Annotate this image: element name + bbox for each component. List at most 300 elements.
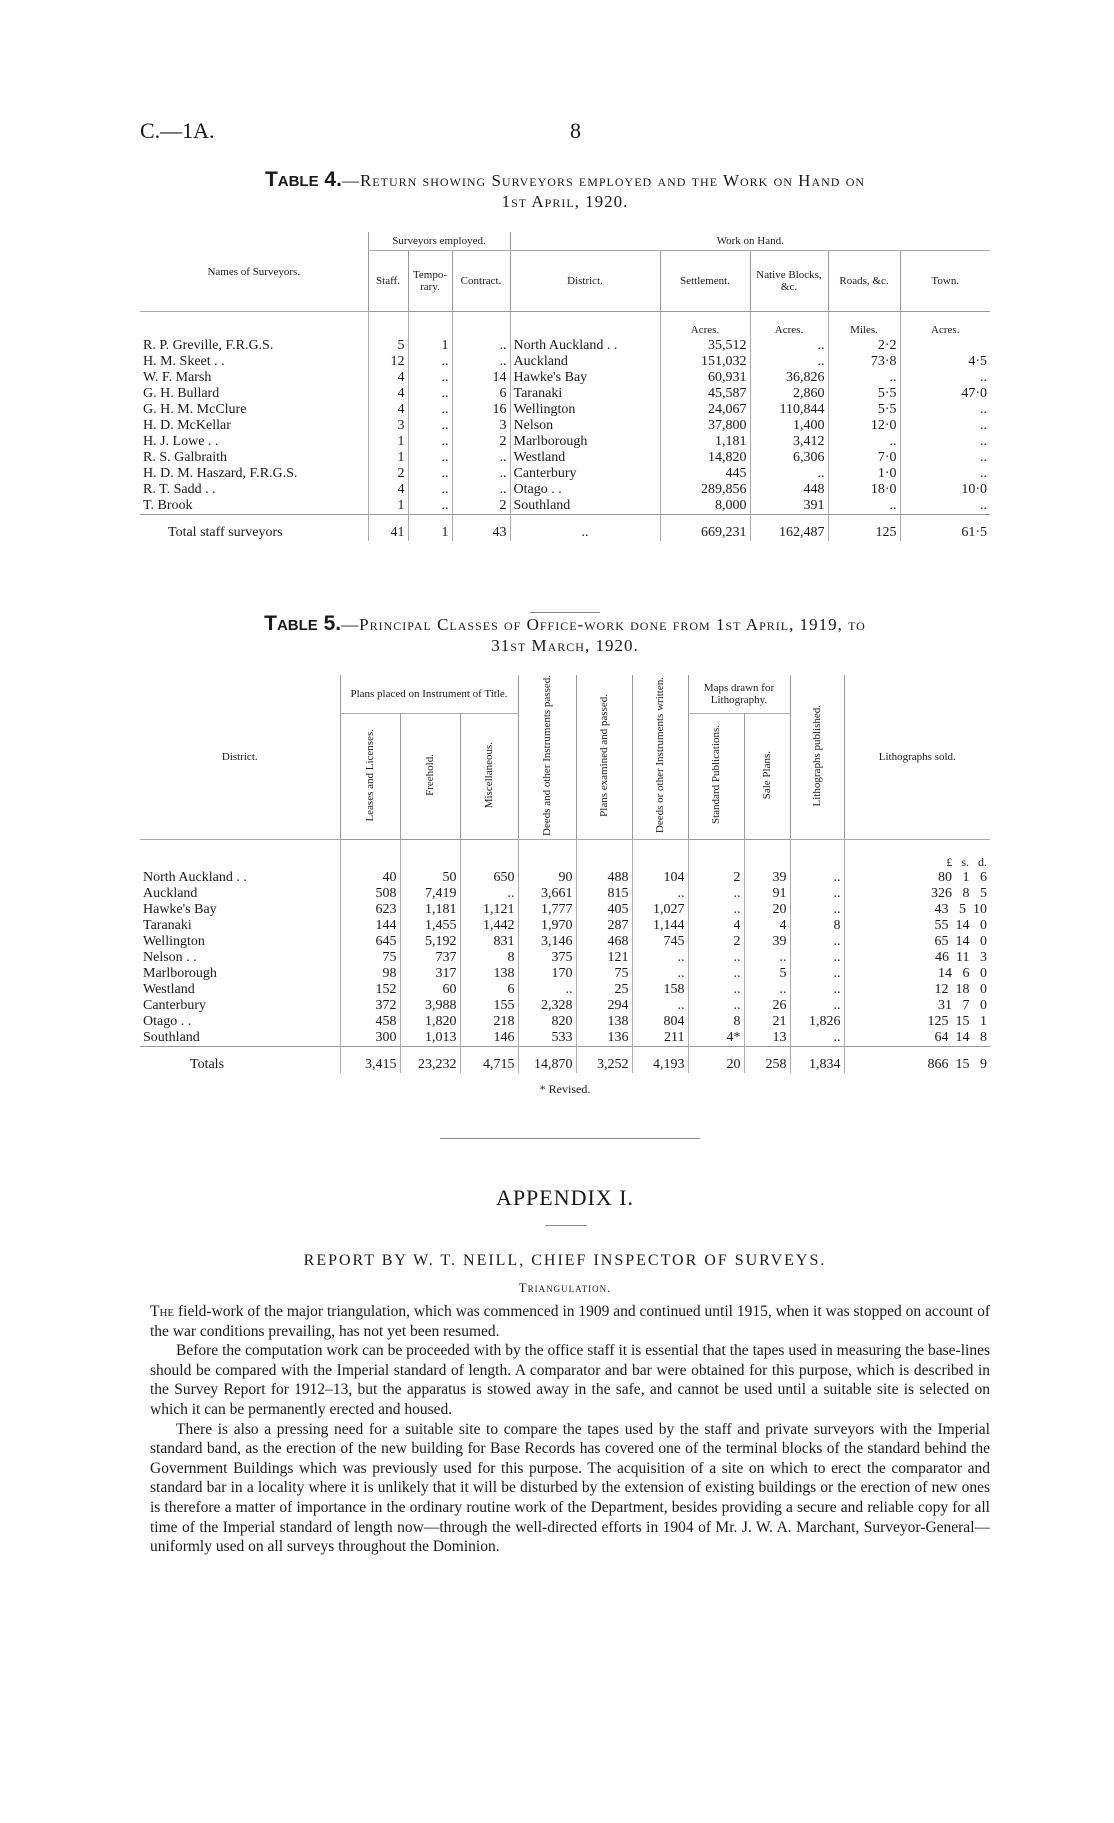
total-town: 61·5 [900, 515, 990, 542]
cell-freehold: 7,419 [400, 886, 460, 902]
cell-staff: 4 [368, 482, 408, 498]
cell-district: Westland [510, 450, 660, 466]
cell-leases: 152 [340, 982, 400, 998]
cell-settlement: 60,931 [660, 370, 750, 386]
cell-freehold: 3,988 [400, 998, 460, 1014]
cell-freehold: 737 [400, 950, 460, 966]
table-row [140, 450, 990, 466]
table5-body [140, 870, 990, 1047]
table5-total-row [140, 1047, 990, 1074]
cell-sale: 39 [744, 870, 790, 886]
footnote: * Revised. [539, 1082, 591, 1096]
cell-temp: .. [408, 402, 452, 418]
cell-contract: .. [452, 466, 510, 482]
cell-roads: 73·8 [828, 354, 900, 370]
cell-litho: .. [790, 902, 844, 918]
cell-deeds: 533 [518, 1030, 576, 1047]
cell-district: Southland [143, 1030, 200, 1045]
cell-sold: 64 14 8 [844, 1030, 990, 1047]
cell-written: .. [632, 950, 688, 966]
cell-sale: 13 [744, 1030, 790, 1047]
col-leases: Leases and Licenses. [364, 728, 376, 822]
cell-contract: .. [452, 354, 510, 370]
cell-temp: .. [408, 354, 452, 370]
cell-deeds: 170 [518, 966, 576, 982]
cell-sold: 55 14 0 [844, 918, 990, 934]
cell-misc: 146 [460, 1030, 518, 1047]
cell-district: Southland [510, 498, 660, 515]
cell-sale: 39 [744, 934, 790, 950]
cell-district: Westland [143, 982, 195, 997]
cell-district: Taranaki [143, 918, 192, 933]
cell-examined: 138 [576, 1014, 632, 1030]
table5-title-line2: 31st March, 1920. [491, 636, 639, 655]
divider [440, 1138, 700, 1139]
table4-body [140, 338, 990, 515]
table-row [140, 966, 990, 982]
cell-name: H. M. Skeet . . [143, 354, 225, 369]
table-row [140, 870, 990, 886]
cell-temp: .. [408, 434, 452, 450]
cell-written: 804 [632, 1014, 688, 1030]
cell-written: 1,144 [632, 918, 688, 934]
total-staff: 41 [368, 515, 408, 542]
table5-title-line1: —Principal Classes of Office-work done from 1st April, 1919, to [341, 615, 866, 634]
cell-town: 4·5 [900, 354, 990, 370]
cell-district: Marlborough [510, 434, 660, 450]
totals-sold: 866 15 9 [844, 1047, 990, 1074]
table-row [140, 338, 990, 354]
cell-sale: 91 [744, 886, 790, 902]
cell-name: H. J. Lowe . . [143, 434, 219, 449]
cell-examined: 25 [576, 982, 632, 998]
cell-misc: 218 [460, 1014, 518, 1030]
cell-misc: 1,442 [460, 918, 518, 934]
cell-roads: 5·5 [828, 386, 900, 402]
col-district: District. [510, 251, 660, 312]
cell-examined: 488 [576, 870, 632, 886]
col-deeds: Deeds and other Instruments passed. [541, 675, 553, 836]
cell-native: 110,844 [750, 402, 828, 418]
cell-deeds: 375 [518, 950, 576, 966]
cell-standard: .. [688, 902, 744, 918]
cell-district: Canterbury [143, 998, 206, 1013]
cell-deeds: 90 [518, 870, 576, 886]
table-row [140, 354, 990, 370]
cell-sold: 326 8 5 [844, 886, 990, 902]
unit-settlement: Acres. [660, 312, 750, 339]
cell-native: 6,306 [750, 450, 828, 466]
cell-district: Auckland [510, 354, 660, 370]
cell-litho: 8 [790, 918, 844, 934]
cell-town: .. [900, 450, 990, 466]
cell-native: .. [750, 466, 828, 482]
cell-deeds: 3,661 [518, 886, 576, 902]
cell-temp: .. [408, 466, 452, 482]
cell-misc: 831 [460, 934, 518, 950]
table4-label: Table 4. [264, 168, 342, 191]
table-row [140, 418, 990, 434]
cell-standard: .. [688, 998, 744, 1014]
cell-sale: .. [744, 950, 790, 966]
cell-native: 2,860 [750, 386, 828, 402]
table4-title-line1: —Return showing Surveyors employed and the Work on Hand on [341, 171, 866, 190]
cell-district: Hawke's Bay [510, 370, 660, 386]
cell-litho: .. [790, 870, 844, 886]
section-title: Triangulation. [518, 1280, 612, 1295]
cell-written: 745 [632, 934, 688, 950]
cell-native: .. [750, 354, 828, 370]
cell-temp: .. [408, 482, 452, 498]
table-row [140, 1014, 990, 1030]
cell-sale: 20 [744, 902, 790, 918]
unit-town: Acres. [900, 312, 990, 339]
cell-name: G. H. M. McClure [143, 402, 247, 417]
cell-standard: 4 [688, 918, 744, 934]
cell-sale: 21 [744, 1014, 790, 1030]
cell-freehold: 317 [400, 966, 460, 982]
cell-sold: 65 14 0 [844, 934, 990, 950]
cell-native: 391 [750, 498, 828, 515]
cell-litho: .. [790, 998, 844, 1014]
unit-roads: Miles. [828, 312, 900, 339]
table5 [140, 675, 990, 1073]
cell-native: 36,826 [750, 370, 828, 386]
cell-standard: .. [688, 886, 744, 902]
totals-label: Totals [140, 1047, 340, 1074]
cell-town: .. [900, 370, 990, 386]
col-freehold: Freehold. [424, 753, 436, 796]
cell-standard: 8 [688, 1014, 744, 1030]
table-row [140, 918, 990, 934]
col-staff: Staff. [368, 251, 408, 312]
cell-litho: .. [790, 886, 844, 902]
cell-roads: 2·2 [828, 338, 900, 354]
table-row [140, 434, 990, 450]
cell-sold: 125 15 1 [844, 1014, 990, 1030]
paragraph [150, 1302, 990, 1341]
cell-examined: 405 [576, 902, 632, 918]
col-sale: Sale Plans. [761, 750, 773, 799]
cell-deeds: .. [518, 982, 576, 998]
total-label: Total staff surveyors [140, 515, 368, 542]
total-temp: 1 [408, 515, 452, 542]
document-ref: C.—1A. [140, 118, 215, 143]
col-names: Names of Surveyors. [140, 232, 368, 312]
table-row [140, 982, 990, 998]
cell-leases: 458 [340, 1014, 400, 1030]
cell-examined: 468 [576, 934, 632, 950]
col-group-work: Work on Hand. [510, 232, 990, 251]
cell-contract: 16 [452, 402, 510, 418]
cell-examined: 815 [576, 886, 632, 902]
cell-misc: 6 [460, 982, 518, 998]
cell-written: 1,027 [632, 902, 688, 918]
table4 [140, 232, 990, 541]
cell-roads: 1·0 [828, 466, 900, 482]
cell-town: 10·0 [900, 482, 990, 498]
cell-sold: 14 6 0 [844, 966, 990, 982]
cell-settlement: 35,512 [660, 338, 750, 354]
totals-leases: 3,415 [340, 1047, 400, 1074]
cell-district: Hawke's Bay [143, 902, 217, 917]
money-units: £ s. d. [844, 840, 990, 871]
totals-misc: 4,715 [460, 1047, 518, 1074]
cell-native: 448 [750, 482, 828, 498]
cell-district: Canterbury [510, 466, 660, 482]
cell-examined: 121 [576, 950, 632, 966]
cell-freehold: 1,820 [400, 1014, 460, 1030]
cell-litho: 1,826 [790, 1014, 844, 1030]
cell-name: W. F. Marsh [143, 370, 212, 385]
cell-misc: 8 [460, 950, 518, 966]
cell-contract: 2 [452, 498, 510, 515]
table-row [140, 466, 990, 482]
table4-title-line2: 1st April, 1920. [501, 192, 629, 211]
cell-roads: 18·0 [828, 482, 900, 498]
cell-leases: 623 [340, 902, 400, 918]
total-roads: 125 [828, 515, 900, 542]
cell-district: Otago . . [510, 482, 660, 498]
cell-freehold: 1,455 [400, 918, 460, 934]
cell-settlement: 37,800 [660, 418, 750, 434]
cell-district: Otago . . [143, 1014, 192, 1029]
cell-sale: .. [744, 982, 790, 998]
cell-leases: 98 [340, 966, 400, 982]
cell-staff: 1 [368, 498, 408, 515]
cell-examined: 287 [576, 918, 632, 934]
cell-standard: .. [688, 966, 744, 982]
cell-misc: 1,121 [460, 902, 518, 918]
cell-deeds: 2,328 [518, 998, 576, 1014]
col-group-maps: Maps drawn for Lithography. [688, 675, 790, 713]
cell-standard: 4* [688, 1030, 744, 1047]
table-row [140, 386, 990, 402]
col-temporary: Tempo-rary. [408, 251, 452, 312]
paragraph: Before the computation work can be proceeded with by the office staff it is essential that the tapes used in measuring the base-lines should be compared with the Imperial standard of length. A comparator and bar were obtained for this purpose, which is described in the Survey Report for 1912–13, but the apparatus is stowed away in the safe, and cannot be used until a suitable site is selected on which it can be permanently erected and housed. [150, 1342, 990, 1418]
total-native: 162,487 [750, 515, 828, 542]
cell-temp: .. [408, 418, 452, 434]
cell-sale: 4 [744, 918, 790, 934]
table4-total-row [140, 515, 990, 542]
report-title: REPORT BY W. T. NEILL, CHIEF INSPECTOR OF SURVEYS. [303, 1252, 827, 1269]
cell-contract: .. [452, 450, 510, 466]
cell-settlement: 24,067 [660, 402, 750, 418]
col-roads: Roads, &c. [828, 251, 900, 312]
cell-settlement: 45,587 [660, 386, 750, 402]
cell-temp: .. [408, 450, 452, 466]
cell-standard: 2 [688, 934, 744, 950]
cell-leases: 75 [340, 950, 400, 966]
table5-units-row [140, 840, 990, 871]
cell-name: G. H. Bullard [143, 386, 220, 401]
cell-freehold: 5,192 [400, 934, 460, 950]
cell-name: T. Brook [143, 498, 193, 513]
cell-staff: 3 [368, 418, 408, 434]
totals-litho: 1,834 [790, 1047, 844, 1074]
table-row [140, 998, 990, 1014]
cell-roads: 12·0 [828, 418, 900, 434]
cell-staff: 4 [368, 370, 408, 386]
cell-contract: 14 [452, 370, 510, 386]
cell-town: .. [900, 434, 990, 450]
cell-district: Nelson [510, 418, 660, 434]
cell-settlement: 289,856 [660, 482, 750, 498]
cell-settlement: 14,820 [660, 450, 750, 466]
cell-district: Wellington [143, 934, 205, 949]
cell-written: 211 [632, 1030, 688, 1047]
cell-name: H. D. M. Haszard, F.R.G.S. [143, 466, 298, 481]
table4-units-row [140, 312, 990, 339]
col-standard: Standard Publications. [710, 725, 722, 825]
cell-freehold: 50 [400, 870, 460, 886]
table-row [140, 950, 990, 966]
cell-litho: .. [790, 966, 844, 982]
cell-sold: 80 1 6 [844, 870, 990, 886]
cell-litho: .. [790, 982, 844, 998]
cell-freehold: 1,013 [400, 1030, 460, 1047]
cell-district: Nelson . . [143, 950, 197, 965]
cell-leases: 300 [340, 1030, 400, 1047]
cell-written: .. [632, 886, 688, 902]
cell-contract: .. [452, 482, 510, 498]
table5-label: Table 5. [264, 612, 342, 635]
cell-name: H. D. McKellar [143, 418, 231, 433]
cell-sale: 26 [744, 998, 790, 1014]
col-town: Town. [900, 251, 990, 312]
cell-temp: .. [408, 498, 452, 515]
cell-name: R. P. Greville, F.R.G.S. [143, 338, 274, 353]
cell-examined: 136 [576, 1030, 632, 1047]
cell-leases: 372 [340, 998, 400, 1014]
cell-settlement: 8,000 [660, 498, 750, 515]
cell-district: North Auckland . . [510, 338, 660, 354]
cell-misc: 650 [460, 870, 518, 886]
cell-contract: 2 [452, 434, 510, 450]
cell-roads: .. [828, 370, 900, 386]
cell-settlement: 445 [660, 466, 750, 482]
cell-misc: 138 [460, 966, 518, 982]
cell-roads: .. [828, 498, 900, 515]
table-row [140, 1030, 990, 1047]
cell-deeds: 1,970 [518, 918, 576, 934]
cell-roads: .. [828, 434, 900, 450]
cell-settlement: 151,032 [660, 354, 750, 370]
cell-temp: .. [408, 386, 452, 402]
cell-litho: .. [790, 1030, 844, 1047]
cell-roads: 5·5 [828, 402, 900, 418]
table-row [140, 370, 990, 386]
col-district: District. [140, 675, 340, 840]
cell-written: .. [632, 966, 688, 982]
cell-staff: 1 [368, 434, 408, 450]
table-row [140, 482, 990, 498]
cell-written: .. [632, 998, 688, 1014]
cell-misc: 155 [460, 998, 518, 1014]
cell-written: 104 [632, 870, 688, 886]
cell-sold: 43 5 10 [844, 902, 990, 918]
cell-sold: 31 7 0 [844, 998, 990, 1014]
cell-leases: 40 [340, 870, 400, 886]
table4-title [140, 168, 990, 212]
cell-leases: 144 [340, 918, 400, 934]
cell-staff: 4 [368, 402, 408, 418]
totals-standard: 20 [688, 1047, 744, 1074]
col-misc: Miscellaneous. [483, 741, 495, 808]
lead-word: The [150, 1303, 175, 1320]
col-group-employed: Surveyors employed. [368, 232, 510, 251]
totals-deeds: 14,870 [518, 1047, 576, 1074]
table-row [140, 886, 990, 902]
cell-town: .. [900, 466, 990, 482]
col-contract: Contract. [452, 251, 510, 312]
cell-standard: 2 [688, 870, 744, 886]
table-row [140, 934, 990, 950]
appendix-title: APPENDIX I. [495, 1185, 635, 1210]
cell-staff: 4 [368, 386, 408, 402]
col-settlement: Settlement. [660, 251, 750, 312]
cell-district: Wellington [510, 402, 660, 418]
cell-misc: .. [460, 886, 518, 902]
cell-deeds: 820 [518, 1014, 576, 1030]
col-group-plans: Plans placed on Instrument of Title. [340, 675, 518, 713]
total-contract: 43 [452, 515, 510, 542]
cell-temp: .. [408, 370, 452, 386]
cell-settlement: 1,181 [660, 434, 750, 450]
col-deeds-written: Deeds or other Instruments written. [654, 677, 666, 834]
appendix-body [150, 1302, 990, 1557]
cell-leases: 508 [340, 886, 400, 902]
col-plans-examined: Plans examined and passed. [598, 694, 610, 817]
totals-freehold: 23,232 [400, 1047, 460, 1074]
cell-town: .. [900, 402, 990, 418]
cell-sold: 12 18 0 [844, 982, 990, 998]
cell-town [900, 338, 990, 354]
page-number: 8 [570, 118, 581, 143]
cell-examined: 294 [576, 998, 632, 1014]
cell-freehold: 1,181 [400, 902, 460, 918]
col-native: Native Blocks, &c. [750, 251, 828, 312]
cell-name: R. S. Galbraith [143, 450, 227, 465]
cell-standard: .. [688, 950, 744, 966]
cell-roads: 7·0 [828, 450, 900, 466]
cell-native: 1,400 [750, 418, 828, 434]
cell-staff: 2 [368, 466, 408, 482]
cell-native: 3,412 [750, 434, 828, 450]
totals-sale: 258 [744, 1047, 790, 1074]
cell-staff: 1 [368, 450, 408, 466]
cell-district: Auckland [143, 886, 198, 901]
cell-district: Marlborough [143, 966, 217, 981]
col-litho-sold: Lithographs sold. [844, 675, 990, 840]
cell-district: Taranaki [510, 386, 660, 402]
cell-town: .. [900, 498, 990, 515]
cell-leases: 645 [340, 934, 400, 950]
cell-contract: 3 [452, 418, 510, 434]
cell-litho: .. [790, 950, 844, 966]
table5-title [140, 612, 990, 656]
table-row [140, 498, 990, 515]
cell-staff: 12 [368, 354, 408, 370]
cell-deeds: 1,777 [518, 902, 576, 918]
cell-town: .. [900, 418, 990, 434]
table-row [140, 902, 990, 918]
cell-examined: 75 [576, 966, 632, 982]
total-district: .. [510, 515, 660, 542]
cell-contract: .. [452, 338, 510, 354]
table-row [140, 402, 990, 418]
cell-native: .. [750, 338, 828, 354]
